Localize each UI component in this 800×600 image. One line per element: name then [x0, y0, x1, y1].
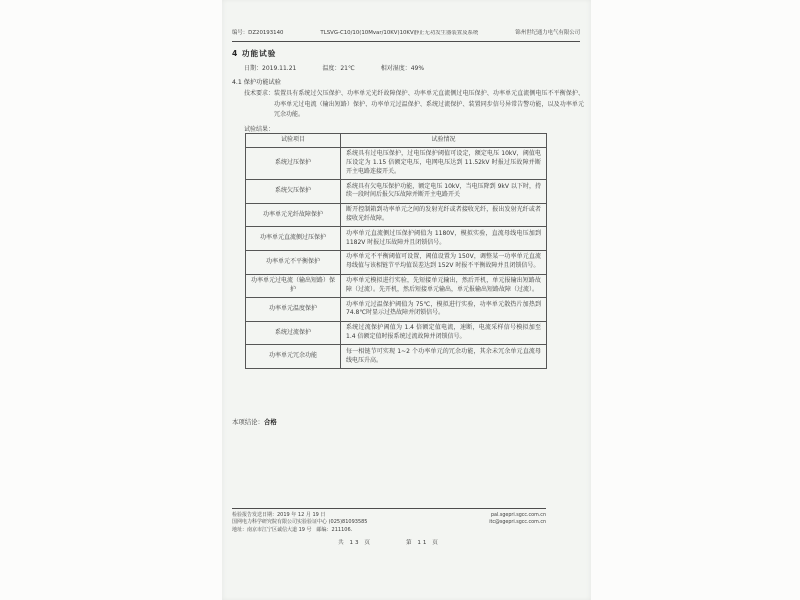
test-date: 日期：2019.11.21 [244, 65, 297, 72]
test-item: 系统欠压保护 [246, 180, 341, 204]
test-item: 系统过流保护 [246, 321, 341, 345]
test-detail: 每一相链节可实现 1~2 个功率单元的冗余功能，其余未冗余单元直流母线电压升高。 [341, 345, 547, 369]
results-label: 试验结果： [244, 126, 275, 133]
conclusion-line [232, 417, 277, 426]
test-detail: 系统具有过电压保护，过电压保护阈值可设定，额定电压 10kV，阈值电压设定为 1.15 倍额定电压，电网电压达到 11.52kV 时报过压故障并断开主电路连接开关。 [341, 147, 547, 179]
footer-website: pal.sgepri.sgcc.com.cn [490, 513, 546, 518]
table-row [246, 180, 547, 204]
table-row [246, 227, 547, 251]
table-row [246, 203, 547, 227]
document-page [222, 0, 591, 600]
test-detail: 系统过流保护阈值为 1.4 倍额定值电流，速断，电流采样信号模拟加至 1.4 倍额定值时报系统过流故障并闭锁信号。 [341, 321, 547, 345]
footer-email: itc@sgepri.sgcc.com.cn [489, 520, 546, 526]
section-heading: 4 功能试验 [232, 49, 277, 58]
footer-organization: 国网电力科学研究院有限公司实验验证中心 (025)81093585 [232, 519, 368, 526]
footer-send-date: 检验报告发送日期：2019 年 12 月 19 日 [232, 512, 326, 518]
technical-requirements-text: 装置具有系统过欠压保护、功率单元光纤故障保护、功率单元直流侧过电压保护、功率单元直流侧电压不平衡保护、功率单元过电流（输出短路）保护、功率单元过温保护、系统过流保护、装置同步信号异常告警功能，以及功率单元冗余功能。 [274, 90, 584, 118]
test-detail: 断开控制箱到功率单元之间的发射光纤或者接收光纤，报出发射光纤或者接收光纤故障。 [341, 203, 547, 227]
test-conditions [244, 63, 580, 72]
subsection-heading: 4.1 保护功能试验 [232, 79, 281, 86]
technical-requirements [244, 89, 584, 121]
conclusion-label: 本项结论： [232, 418, 264, 426]
table-row [246, 298, 547, 322]
test-item: 功率单元冗余功能 [246, 345, 341, 369]
total-pages: 共 13 页 [338, 540, 372, 546]
document-title: TLSVG-C10/10(10Mvar/10KV)10KV静止无功发生器装置及系统 [320, 30, 479, 36]
footer-address: 地址：南京市江宁区诚信大道 19 号 邮编：211106. [232, 526, 353, 533]
report-number: 编号：DZ20193140 [232, 30, 284, 36]
current-page: 第 11 页 [406, 540, 440, 546]
company-name: 锦州世纪通力电气有限公司 [515, 30, 580, 36]
conclusion-value: 合格 [263, 418, 277, 426]
test-item: 功率单元过电流（输出短路）保护 [246, 274, 341, 298]
technical-requirements-label: 技术要求： [244, 90, 275, 97]
column-header-item: 试验项目 [246, 134, 341, 148]
table-row [246, 274, 547, 298]
page-numbers [232, 538, 546, 546]
table-row [246, 250, 547, 274]
table-row [246, 147, 547, 179]
test-detail: 功率单元不平衡阈值可设置，阈值设置为 150V，调整某一功率单元直流母线值与该相链节平均值误差达到 152V 时报不平衡故障并且闭锁信号。 [341, 250, 547, 274]
test-item: 功率单元温度保护 [246, 298, 341, 322]
test-humidity: 相对湿度：49% [380, 65, 425, 72]
footer-left-block [232, 512, 368, 534]
test-item: 系统过压保护 [246, 147, 341, 179]
test-item: 功率单元光纤故障保护 [246, 203, 341, 227]
footer-right-block [489, 512, 546, 534]
test-detail: 系统具有欠电压保护功能，额定电压 10kV，当电压降到 9kV 以下时，持续一段时间后报欠压故障并断开主电路开关 [341, 180, 547, 204]
test-detail: 功率单元直流侧过压保护阈值为 1180V，模拟实验，直流母线电压加到 1182V 时报过压故障并且闭锁信号。 [341, 227, 547, 251]
test-temperature: 温度：21℃ [322, 65, 355, 72]
test-item: 功率单元直流侧过压保护 [246, 227, 341, 251]
test-results-table [245, 133, 547, 369]
column-header-detail: 试验情况 [341, 134, 547, 148]
document-header [232, 30, 580, 42]
test-item: 功率单元不平衡保护 [246, 250, 341, 274]
document-footer [232, 508, 546, 534]
test-detail: 功率单元过温保护阈值为 75℃，模拟进行实验，功率单元散热片加热到 74.8℃时显示过热故障并闭锁信号。 [341, 298, 547, 322]
table-row [246, 321, 547, 345]
test-detail: 功率单元模拟进行实验，先短接单元输出，然后开机，单元报输出短路故障（过流）。先开机，然后短接单元输出，单元报输出短路故障（过流）。 [341, 274, 547, 298]
table-row [246, 345, 547, 369]
table-header-row [246, 134, 547, 148]
